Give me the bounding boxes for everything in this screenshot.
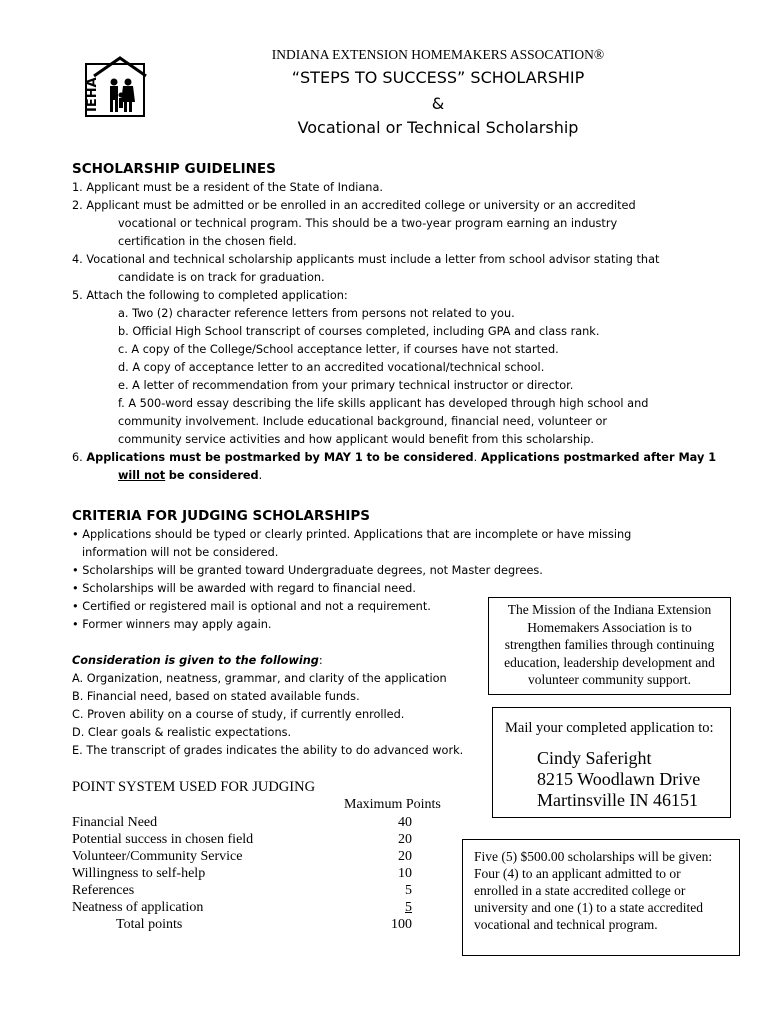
consideration-d: D. Clear goals & realistic expectations. [72, 726, 292, 739]
guideline-4: 4. Vocational and technical scholarship applicants must include a letter from school advisor stating that [72, 253, 660, 266]
title-ampersand: & [431, 94, 445, 113]
mail-street: 8215 Woodlawn Drive [537, 769, 701, 789]
guideline-5: 5. Attach the following to completed application: [72, 289, 348, 302]
attachment-d: d. A copy of acceptance letter to an accredited vocational/technical school. [118, 361, 545, 374]
guideline-1: 1. Applicant must be a resident of the State of Indiana. [72, 181, 383, 194]
mail-name: Cindy Saferight [537, 748, 652, 768]
mail-label: Mail your completed application to: [505, 720, 714, 736]
attachment-b: b. Official High School transcript of courses completed, including GPA and class rank. [118, 325, 600, 338]
criteria-bullet-1-cont: information will not be considered. [82, 546, 279, 559]
attachment-c: c. A copy of the College/School acceptance letter, if courses have not started. [118, 343, 559, 356]
consideration-e: E. The transcript of grades indicates the ability to do advanced work. [72, 744, 464, 757]
consideration-title: Consideration is given to the following: [72, 654, 323, 667]
guideline-2: 2. Applicant must be admitted or be enrolled in an accredited college or university or an accredited [72, 199, 636, 212]
criteria-bullet-4: • Certified or registered mail is optional and not a requirement. [72, 600, 431, 613]
attachment-f-cont2: community service activities and how applicant would benefit from this scholarship. [118, 433, 594, 446]
criteria-bullet-1: • Applications should be typed or clearly printed. Applications that are incomplete or have missing [72, 528, 632, 541]
mail-box [492, 707, 731, 818]
points-max-header: Maximum Points [344, 797, 441, 812]
guidelines-title: SCHOLARSHIP GUIDELINES [72, 161, 276, 177]
mail-city: Martinsville IN 46151 [537, 790, 698, 810]
consideration-b: B. Financial need, based on stated available funds. [72, 690, 360, 703]
guideline-2-cont: vocational or technical program. This should be a two-year program earning an industry [118, 217, 618, 230]
criteria-title: CRITERIA FOR JUDGING SCHOLARSHIPS [72, 508, 371, 524]
attachment-e: e. A letter of recommendation from your primary technical instructor or director. [118, 379, 574, 392]
scholarship-title: “STEPS TO SUCCESS” SCHOLARSHIP [291, 68, 585, 87]
mail-address [537, 748, 700, 811]
guideline-2-cont2: certification in the chosen field. [118, 235, 297, 248]
consideration-c: C. Proven ability on a course of study, if currently enrolled. [72, 708, 405, 721]
scholarship-subtitle: Vocational or Technical Scholarship [297, 118, 579, 137]
consideration-a: A. Organization, neatness, grammar, and clarity of the application [72, 672, 447, 685]
points-title: POINT SYSTEM USED FOR JUDGING [72, 779, 316, 795]
attachment-f: f. A 500-word essay describing the life skills applicant has developed through high school and [118, 397, 649, 410]
guideline-6-cont: will not be considered. [118, 469, 263, 482]
attachment-f-cont: community involvement. Include educational background, financial need, volunteer or [118, 415, 608, 428]
svg-text:IEHA: IEHA [85, 77, 100, 112]
award-box: Five (5) $500.00 scholarships will be given: Four (4) to an applicant admitted to or enrolled in a state accredited college or university and one (1) to a state accredited vocational and technical program. [462, 839, 740, 956]
criteria-bullet-3: • Scholarships will be awarded with regard to financial need. [72, 582, 416, 595]
criteria-bullet-2: • Scholarships will be granted toward Undergraduate degrees, not Master degrees. [72, 564, 543, 577]
guideline-6: 6. Applications must be postmarked by MAY 1 to be considered. Applications postmarked after May 1 [72, 451, 717, 464]
criteria-bullet-5: • Former winners may apply again. [72, 618, 272, 631]
org-name: INDIANA EXTENSION HOMEMAKERS ASSOCATION® [271, 47, 605, 62]
mission-box: The Mission of the Indiana Extension Homemakers Association is to strengthen families through continuing education, leadership development and volunteer community support. [488, 597, 731, 695]
guideline-4-cont: candidate is on track for graduation. [118, 271, 325, 284]
attachment-a: a. Two (2) character reference letters from persons not related to you. [118, 307, 515, 320]
